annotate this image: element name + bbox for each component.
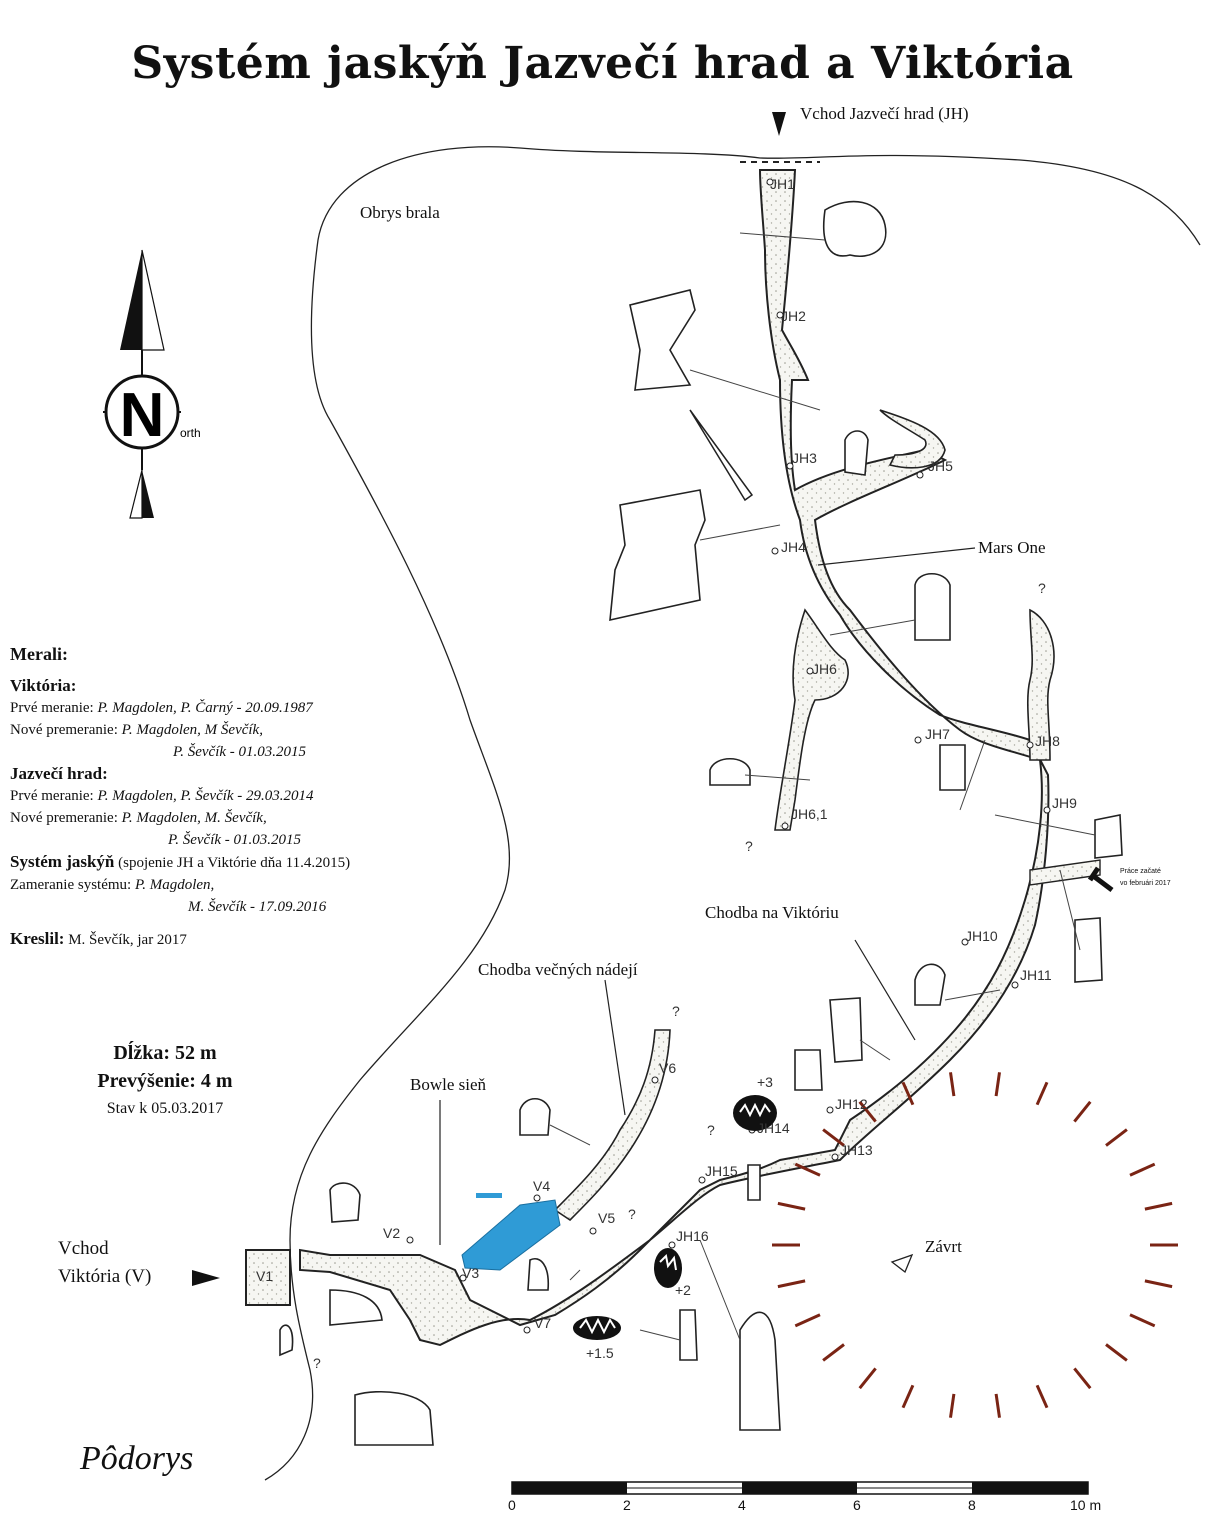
question-mark: ? (313, 1355, 321, 1371)
label-prace-2: vo februári 2017 (1120, 880, 1171, 887)
scale-tick-4: 4 (738, 1497, 746, 1513)
question-mark: ? (707, 1122, 715, 1138)
legend-text: Nové premeranie: (10, 722, 122, 738)
section-lines (550, 233, 1095, 1340)
legend-names: P. Magdolen, P. Čarný - 20.09.1987 (97, 700, 313, 716)
label-zavrt: Závrt (925, 1237, 962, 1256)
label-bowle-sien: Bowle sieň (410, 1075, 487, 1094)
scale-tick-8: 8 (968, 1497, 976, 1513)
entrance-v-arrow (192, 1270, 220, 1286)
label-chodba-viktoria: Chodba na Viktóriu (705, 903, 839, 922)
station-v4: V4 (533, 1178, 551, 1194)
label-mars-one: Mars One (978, 538, 1046, 557)
lake-small (476, 1193, 502, 1198)
legend-text: Prvé meranie: (10, 700, 98, 716)
doline-tick (823, 1345, 844, 1361)
station-jh8: JH8 (1035, 733, 1060, 749)
doline-tick (1145, 1281, 1172, 1287)
station-v7: V7 (534, 1315, 552, 1331)
station-jh1: JH1 (770, 176, 795, 192)
label-cliff-outline: Obrys brala (360, 203, 440, 222)
north-word: orth (180, 426, 201, 440)
doline-tick (1037, 1385, 1047, 1407)
doline-tick (1130, 1315, 1155, 1326)
question-mark: ? (672, 1003, 680, 1019)
station-jh16: JH16 (676, 1228, 709, 1244)
label-entrance-v-2: Viktória (V) (58, 1266, 152, 1287)
station-jh10: JH10 (965, 928, 998, 944)
legend-text: Zameranie systému: (10, 877, 135, 893)
leader-lines (440, 548, 975, 1245)
legend-names: P. Magdolen, M Ševčík, (121, 722, 263, 738)
scale-bar (512, 1482, 1088, 1494)
stat-elevation: Prevýšenie: 4 m (97, 1070, 233, 1092)
side-spike (690, 410, 752, 500)
north-letter: N (119, 381, 165, 450)
station-jh12: JH12 (835, 1096, 868, 1112)
station-v2: V2 (383, 1225, 401, 1241)
doline-tick (1106, 1130, 1127, 1146)
legend (10, 643, 510, 951)
station-jh11: JH11 (1020, 967, 1052, 983)
doline-tick (951, 1394, 954, 1418)
label-entrance-v-1: Vchod (58, 1238, 109, 1259)
branch-v6 (555, 1030, 670, 1220)
doline-tick (996, 1394, 999, 1418)
question-mark: ? (1038, 580, 1046, 596)
legend-text: Prvé meranie: (10, 788, 98, 804)
station-jh7: JH7 (925, 726, 950, 742)
legend-viktoria-heading: Viktória: (10, 676, 77, 695)
legend-kreslil-heading: Kreslil: (10, 929, 65, 948)
station-jh9: JH9 (1052, 795, 1077, 811)
question-mark: ? (745, 838, 753, 854)
doline-tick (795, 1315, 820, 1326)
doline-symbol (892, 1255, 912, 1272)
scale-tick-2: 2 (623, 1497, 631, 1513)
station-jh13: JH13 (840, 1142, 873, 1158)
north-arrow (103, 250, 201, 518)
doline-tick (1037, 1082, 1047, 1104)
scale-tick-0: 0 (508, 1497, 516, 1513)
station-jh5: JH5 (928, 458, 953, 474)
stat-length: Dĺžka: 52 m (113, 1042, 217, 1064)
doline-tick (1074, 1102, 1090, 1122)
doline-ticks (772, 1072, 1178, 1417)
legend-heading: Merali: (10, 644, 68, 664)
height-plus-3: +3 (757, 1074, 773, 1090)
work-site-icon (1090, 868, 1112, 890)
legend-text: (spojenie JH a Viktórie dňa 11.4.2015) (114, 855, 351, 871)
doline-tick (778, 1203, 805, 1209)
doline-tick (951, 1072, 954, 1096)
station-v3: V3 (462, 1265, 480, 1281)
doline-tick (1106, 1345, 1127, 1361)
label-prace-1: Práce začaté (1120, 868, 1161, 875)
entrance-jh-arrow (772, 112, 786, 136)
scale-tick-10: 10 m (1070, 1497, 1102, 1513)
station-jh6-1: JH6,1 (791, 806, 828, 822)
legend-names: P. Ševčík - 01.03.2015 (168, 832, 302, 848)
lake (462, 1200, 560, 1270)
scale-tick-6: 6 (853, 1497, 861, 1513)
label-entrance-jh: Vchod Jazvečí hrad (JH) (800, 104, 969, 123)
legend-jazveci-heading: Jazvečí hrad: (10, 764, 108, 783)
doline-tick (1145, 1203, 1172, 1209)
doline-tick (1074, 1368, 1090, 1388)
legend-names: P. Magdolen, (134, 877, 215, 893)
station-jh3: JH3 (792, 450, 817, 466)
legend-names: M. Ševčík - 17.09.2016 (188, 899, 327, 915)
station-jh4: JH4 (781, 539, 806, 555)
station-jh15: JH15 (705, 1163, 738, 1179)
legend-names: P. Magdolen, P. Ševčík - 29.03.2014 (97, 788, 314, 804)
label-chodba-nadeji: Chodba večných nádejí (478, 960, 638, 979)
station-jh6: JH6 (812, 661, 837, 677)
doline-tick (860, 1368, 876, 1388)
legend-text: M. Ševčík, jar 2017 (64, 932, 187, 948)
legend-system-heading: Systém jaskýň (10, 852, 115, 871)
station-v6: V6 (659, 1060, 677, 1076)
plan-view-label: Pôdorys (80, 1440, 194, 1477)
page-title: Systém jaskýň Jazvečí hrad a Viktória (131, 38, 1074, 89)
stat-date: Stav k 05.03.2017 (106, 1100, 224, 1117)
doline-tick (903, 1385, 913, 1407)
doline-tick (778, 1281, 805, 1287)
station-v1: V1 (256, 1268, 274, 1284)
legend-text: Nové premeranie: (10, 810, 122, 826)
doline-tick (1130, 1164, 1155, 1175)
branch-jh6 (775, 610, 848, 830)
height-plus-1-5: +1.5 (586, 1345, 614, 1361)
question-mark: ? (628, 1206, 636, 1222)
doline-tick (996, 1072, 999, 1096)
legend-names: P. Magdolen, M. Ševčík, (121, 810, 267, 826)
station-jh2: JH2 (781, 308, 806, 324)
cave-stats (55, 1040, 275, 1122)
station-v5: V5 (598, 1210, 616, 1226)
height-plus-2: +2 (675, 1282, 691, 1298)
station-jh14: JH14 (757, 1120, 790, 1136)
legend-names: P. Ševčík - 01.03.2015 (173, 744, 307, 760)
